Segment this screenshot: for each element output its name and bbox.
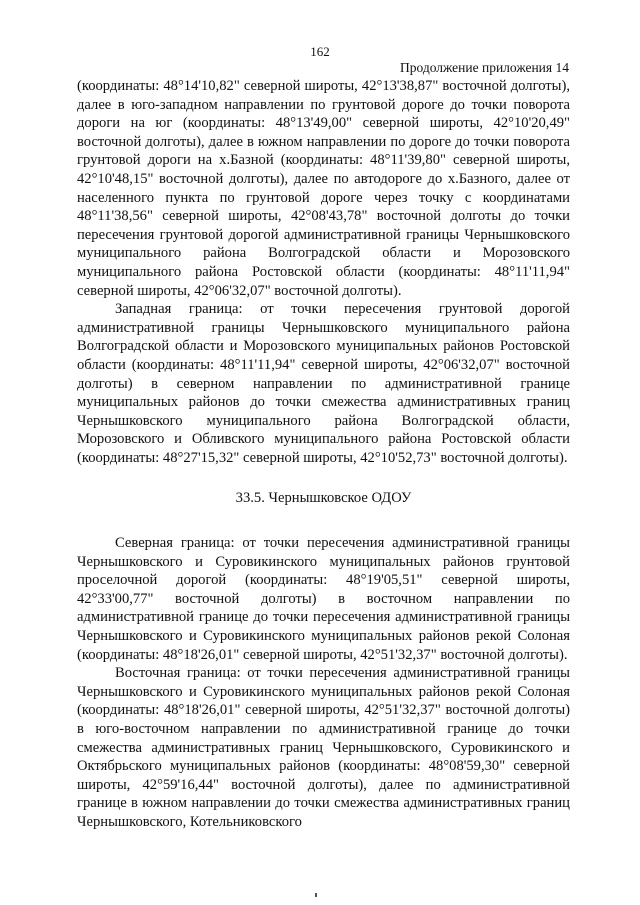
paragraph-northern-border: Северная граница: от точки пересечения административной границы Чернышковского и Суровикинского муниципальных районов грунтовой проселочной дорогой (координаты: 48°19'05,51" северной широты, 42°33'00,77" восточной долготы) в восточном направлении по административной границе до точки пересечения административной границы Чернышковского и Суровикинского муниципальных районов рекой Солоная (координаты: 48°18'26,01" северной широты, 42°51'32,37" восточной долготы). — [77, 535, 570, 663]
paragraph-western-border: Западная граница: от точки пересечения грунтовой дорогой административной границы Чернышковского муниципального района Волгоградской области и Морозовского муниципальных районов Ростовской области (координаты: 48°11'11,94" северной широты, 42°06'32,07" восточной долготы) в северном направлении по административной границе муниципальных районов до точки смежества административных границ Чернышковского муниципального района Волгоградской области, Морозовского и Обливского муниципального района Ростовской области (координаты: 48°27'15,32" северной широты, 42°10'52,73" восточной долготы). — [77, 301, 570, 466]
document-body — [77, 77, 570, 832]
paragraph-continued-coordinates: (координаты: 48°14'10,82" северной широты, 42°13'38,87" восточной долготы), далее в юго-западном направлении по грунтовой дороге до точки поворота дороги на юг (координаты: 48°13'49,00" северной широты, 42°10'20,49" восточной долготы), далее в южном направлении по дороге до точки поворота грунтовой дороги на х.Базной (координаты: 48°11'39,80" северной широты, 42°10'48,15" восточной долготы), далее по автодороге до х.Базного, далее от населенного пункта по грунтовой дороге через точку с координатами 48°11'38,56" северной широты, 42°08'43,78" восточной долготы до точки пересечения грунтовой дорогой административной границы Чернышковского муниципального района Волгоградской области и Морозовского муниципального района Ростовской области (координаты: 48°11'11,94" северной широты, 42°06'32,07" восточной долготы). — [77, 78, 570, 299]
scan-mark — [315, 893, 317, 897]
page-number: 162 — [310, 44, 330, 59]
paragraph-eastern-border: Восточная граница: от точки пересечения административной границы Чернышковского и Суровикинского муниципальных районов рекой Солоная (координаты: 48°18'26,01" северной широты, 42°51'32,37" восточной долготы) в юго-восточном направлении по административной границе до точки смежества административных границ Чернышковского, Суровикинского и Октябрьского муниципальных районов (координаты: 48°08'59,30" северной широты, 42°59'16,44" восточной долготы), далее по административной границе в южном направлении до точки смежества административных границ Чернышковского, Котельниковского — [77, 665, 570, 830]
section-heading: 33.5. Чернышковское ОДОУ — [235, 490, 412, 507]
appendix-continuation-note: Продолжение приложения 14 — [399, 60, 569, 75]
